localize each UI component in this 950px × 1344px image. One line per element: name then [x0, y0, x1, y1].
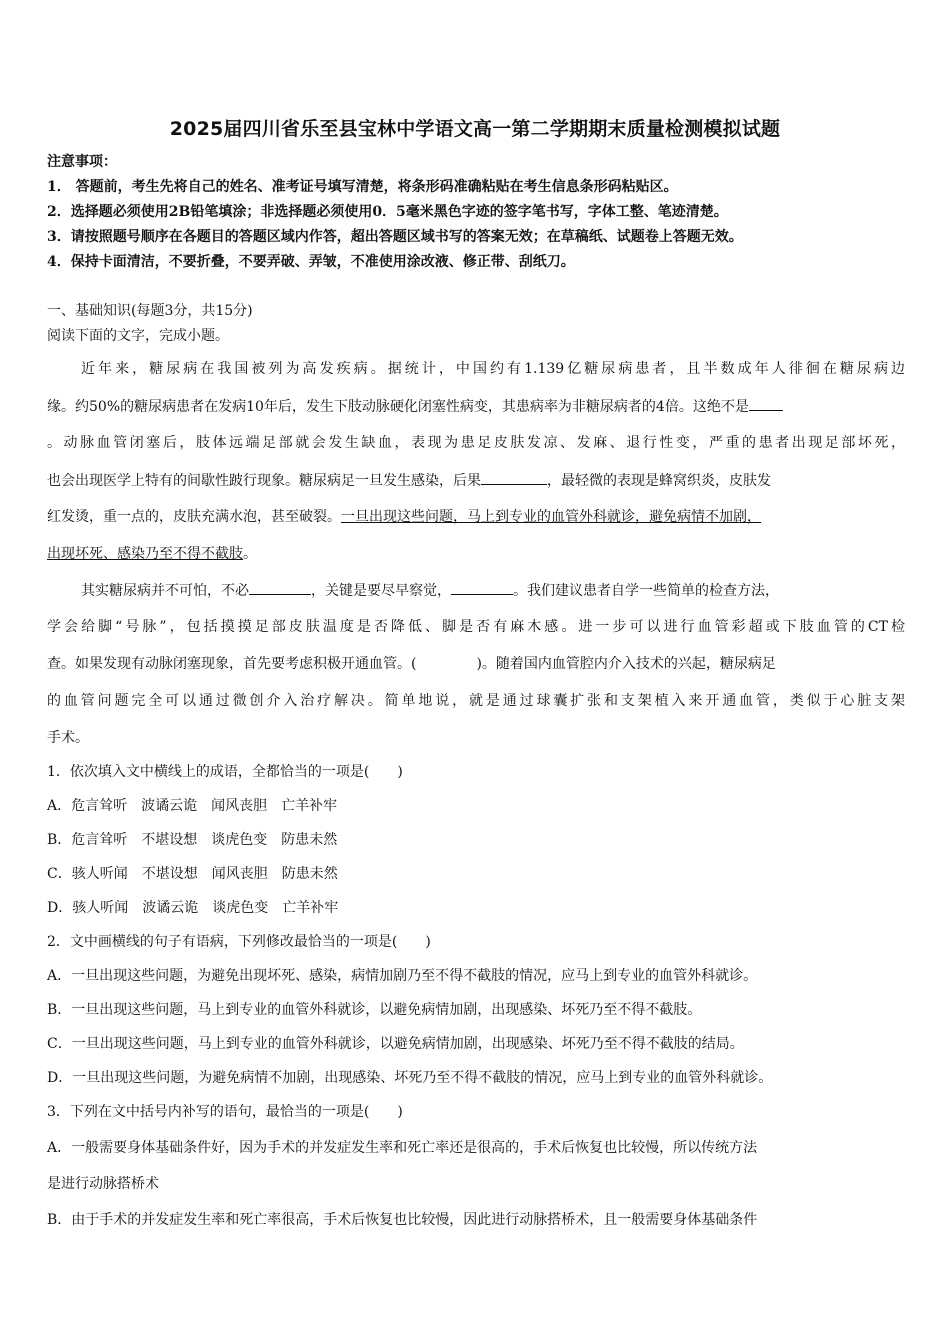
fill-blank: [749, 396, 783, 411]
option-label: A．: [47, 798, 72, 814]
section-instruction: 阅读下面的文字，完成小题。: [47, 328, 229, 344]
passage-text: 缘。约50%的糖尿病患者在发病10年后，发生下肢动脉硬化闭塞性病变，其患病率为非糖尿病者的4倍。这绝不是: [47, 399, 749, 415]
passage-line: [47, 470, 905, 491]
underlined-sentence: 出现坏死、感染乃至不得不截肢: [47, 546, 243, 562]
option-label: B．: [47, 1002, 72, 1018]
option-label: B．: [47, 1212, 72, 1228]
option-d[interactable]: [47, 1068, 772, 1088]
option-label: C．: [47, 866, 72, 882]
option-c[interactable]: [47, 1034, 744, 1054]
option-a-continued: 是进行动脉搭桥术: [47, 1176, 159, 1192]
option-label: C．: [47, 1036, 72, 1052]
fill-blank: [249, 580, 311, 595]
option-text: 一旦出现这些问题，马上到专业的血管外科就诊，以避免病情加剧，出现感染、坏死乃至不得不截肢的结局。: [71, 1036, 744, 1052]
option-word: 波谲云诡: [142, 900, 199, 916]
passage-line: [47, 396, 905, 417]
section-heading: 一、基础知识(每题3分，共15分): [47, 303, 253, 319]
passage-text: ，最轻微的表现是蜂窝织炎，皮肤发: [547, 473, 771, 489]
option-word: 危言耸听: [71, 798, 128, 814]
passage-text: 查。如果发现有动脉闭塞现象，首先要考虑积极开通血管。(: [47, 656, 417, 672]
notice-item: 1． 答题前，考生先将自己的姓名、准考证号填写清楚，将条形码准确粘贴在考生信息条形码粘贴区。: [47, 179, 678, 195]
passage-text: 。我们建议患者自学一些简单的检查方法，: [513, 583, 779, 599]
option-label: D．: [47, 900, 73, 916]
question-stem: 1．依次填入文中横线上的成语，全都恰当的一项是( ): [47, 764, 403, 780]
option-d[interactable]: [47, 898, 338, 918]
option-label: D．: [47, 1070, 73, 1086]
option-text: 一旦出现这些问题，为避免出现坏死、感染，病情加剧乃至不得不截肢的情况，应马上到专业的血管外科就诊。: [71, 968, 758, 984]
option-word: 亡羊补牢: [281, 798, 338, 814]
question-stem: 2．文中画横线的句子有语病，下列修改最恰当的一项是( ): [47, 934, 431, 950]
option-word: 防患未然: [281, 832, 338, 848]
passage-line: 手术。: [47, 730, 89, 746]
option-word: 防患未然: [281, 866, 338, 882]
option-label: A．: [47, 968, 72, 984]
passage-line: 学会给脚“号脉”，包括摸摸足部皮肤温度是否降低、脚是否有麻木感。进一步可以进行血管彩超或下肢血管的CT检: [47, 619, 905, 635]
passage-text: ，关键是要尽早察觉，: [311, 583, 451, 599]
option-text: 一旦出现这些问题，为避免病情不加剧，出现感染、坏死乃至不得不截肢的情况，应马上到专业的血管外科就诊。: [72, 1070, 773, 1086]
option-text: 由于手术的并发症发生率和死亡率很高，手术后恢复也比较慢，因此进行动脉搭桥术，且一般需要身体基础条件: [71, 1212, 758, 1228]
passage-text: 。: [243, 546, 257, 562]
option-word: 不堪设想: [141, 866, 198, 882]
option-word: 波谲云诡: [141, 798, 198, 814]
option-label: A．: [47, 1140, 72, 1156]
passage-line: 的血管问题完全可以通过微创介入治疗解决。简单地说，就是通过球囊扩张和支架植入来开通血管，类似于心脏支架: [47, 693, 905, 709]
option-a[interactable]: [47, 1138, 757, 1158]
option-c[interactable]: [47, 864, 338, 884]
passage-line: [47, 654, 905, 674]
fill-blank: [451, 580, 513, 595]
passage-line: [47, 544, 905, 564]
option-b[interactable]: [47, 830, 337, 850]
option-word: 不堪设想: [141, 832, 198, 848]
passage-text: 红发烫，重一点的，皮肤充满水泡，甚至破裂。: [47, 509, 341, 525]
option-b[interactable]: [47, 1000, 701, 1020]
option-word: 谈虎色变: [212, 900, 269, 916]
option-word: 骇人听闻: [71, 866, 128, 882]
page-title: 2025届四川省乐至县宝林中学语文高一第二学期期末质量检测模拟试题: [169, 118, 781, 140]
notice-item: 3．请按照题号顺序在各题目的答题区域内作答，超出答题区域书写的答案无效；在草稿纸、试题卷上答题无效。: [47, 229, 743, 245]
option-word: 危言耸听: [71, 832, 128, 848]
notice-item: 4．保持卡面清洁，不要折叠，不要弄破、弄皱，不准使用涂改液、修正带、刮纸刀。: [47, 254, 575, 270]
passage-line: 近年来，糖尿病在我国被列为高发疾病。据统计，中国约有1.139亿糖尿病患者，且半数成年人徘徊在糖尿病边: [81, 361, 905, 377]
notice-item: 2．选择题必须使用2B铅笔填涂；非选择题必须使用0．5毫米黑色字迹的签字笔书写，字体工整、笔迹清楚。: [47, 204, 728, 220]
question-stem: 3．下列在文中括号内补写的语句，最恰当的一项是( ): [47, 1104, 403, 1120]
passage-text: 其实糖尿病并不可怕，不必: [81, 583, 249, 599]
option-a[interactable]: [47, 796, 337, 816]
passage-line: 。动脉血管闭塞后，肢体远端足部就会发生缺血，表现为患足皮肤发凉、发麻、退行性变，严重的患者出现足部坏死，: [47, 435, 905, 451]
option-text: 一旦出现这些问题，马上到专业的血管外科就诊，以避免病情加剧，出现感染、坏死乃至不得不截肢。: [71, 1002, 702, 1018]
option-word: 骇人听闻: [72, 900, 129, 916]
option-b[interactable]: [47, 1210, 757, 1230]
option-word: 闻风丧胆: [211, 798, 268, 814]
notice-heading: 注意事项：: [47, 154, 117, 170]
option-word: 谈虎色变: [211, 832, 268, 848]
passage-text: 也会出现医学上特有的间歇性跛行现象。糖尿病足一旦发生感染，后果: [47, 473, 481, 489]
option-text: 一般需要身体基础条件好，因为手术的并发症发生率和死亡率还是很高的，手术后恢复也比较慢，所以传统方法: [71, 1140, 758, 1156]
passage-line: [81, 580, 905, 601]
passage-text: )。随着国内血管腔内介入技术的兴起，糖尿病足: [476, 656, 776, 672]
option-word: 闻风丧胆: [211, 866, 268, 882]
option-label: B．: [47, 832, 72, 848]
option-a[interactable]: [47, 966, 757, 986]
option-word: 亡羊补牢: [282, 900, 339, 916]
underlined-sentence: 一旦出现这些问题，马上到专业的血管外科就诊，避免病情不加剧，: [341, 509, 761, 525]
fill-blank: [481, 470, 547, 485]
passage-line: [47, 507, 905, 527]
